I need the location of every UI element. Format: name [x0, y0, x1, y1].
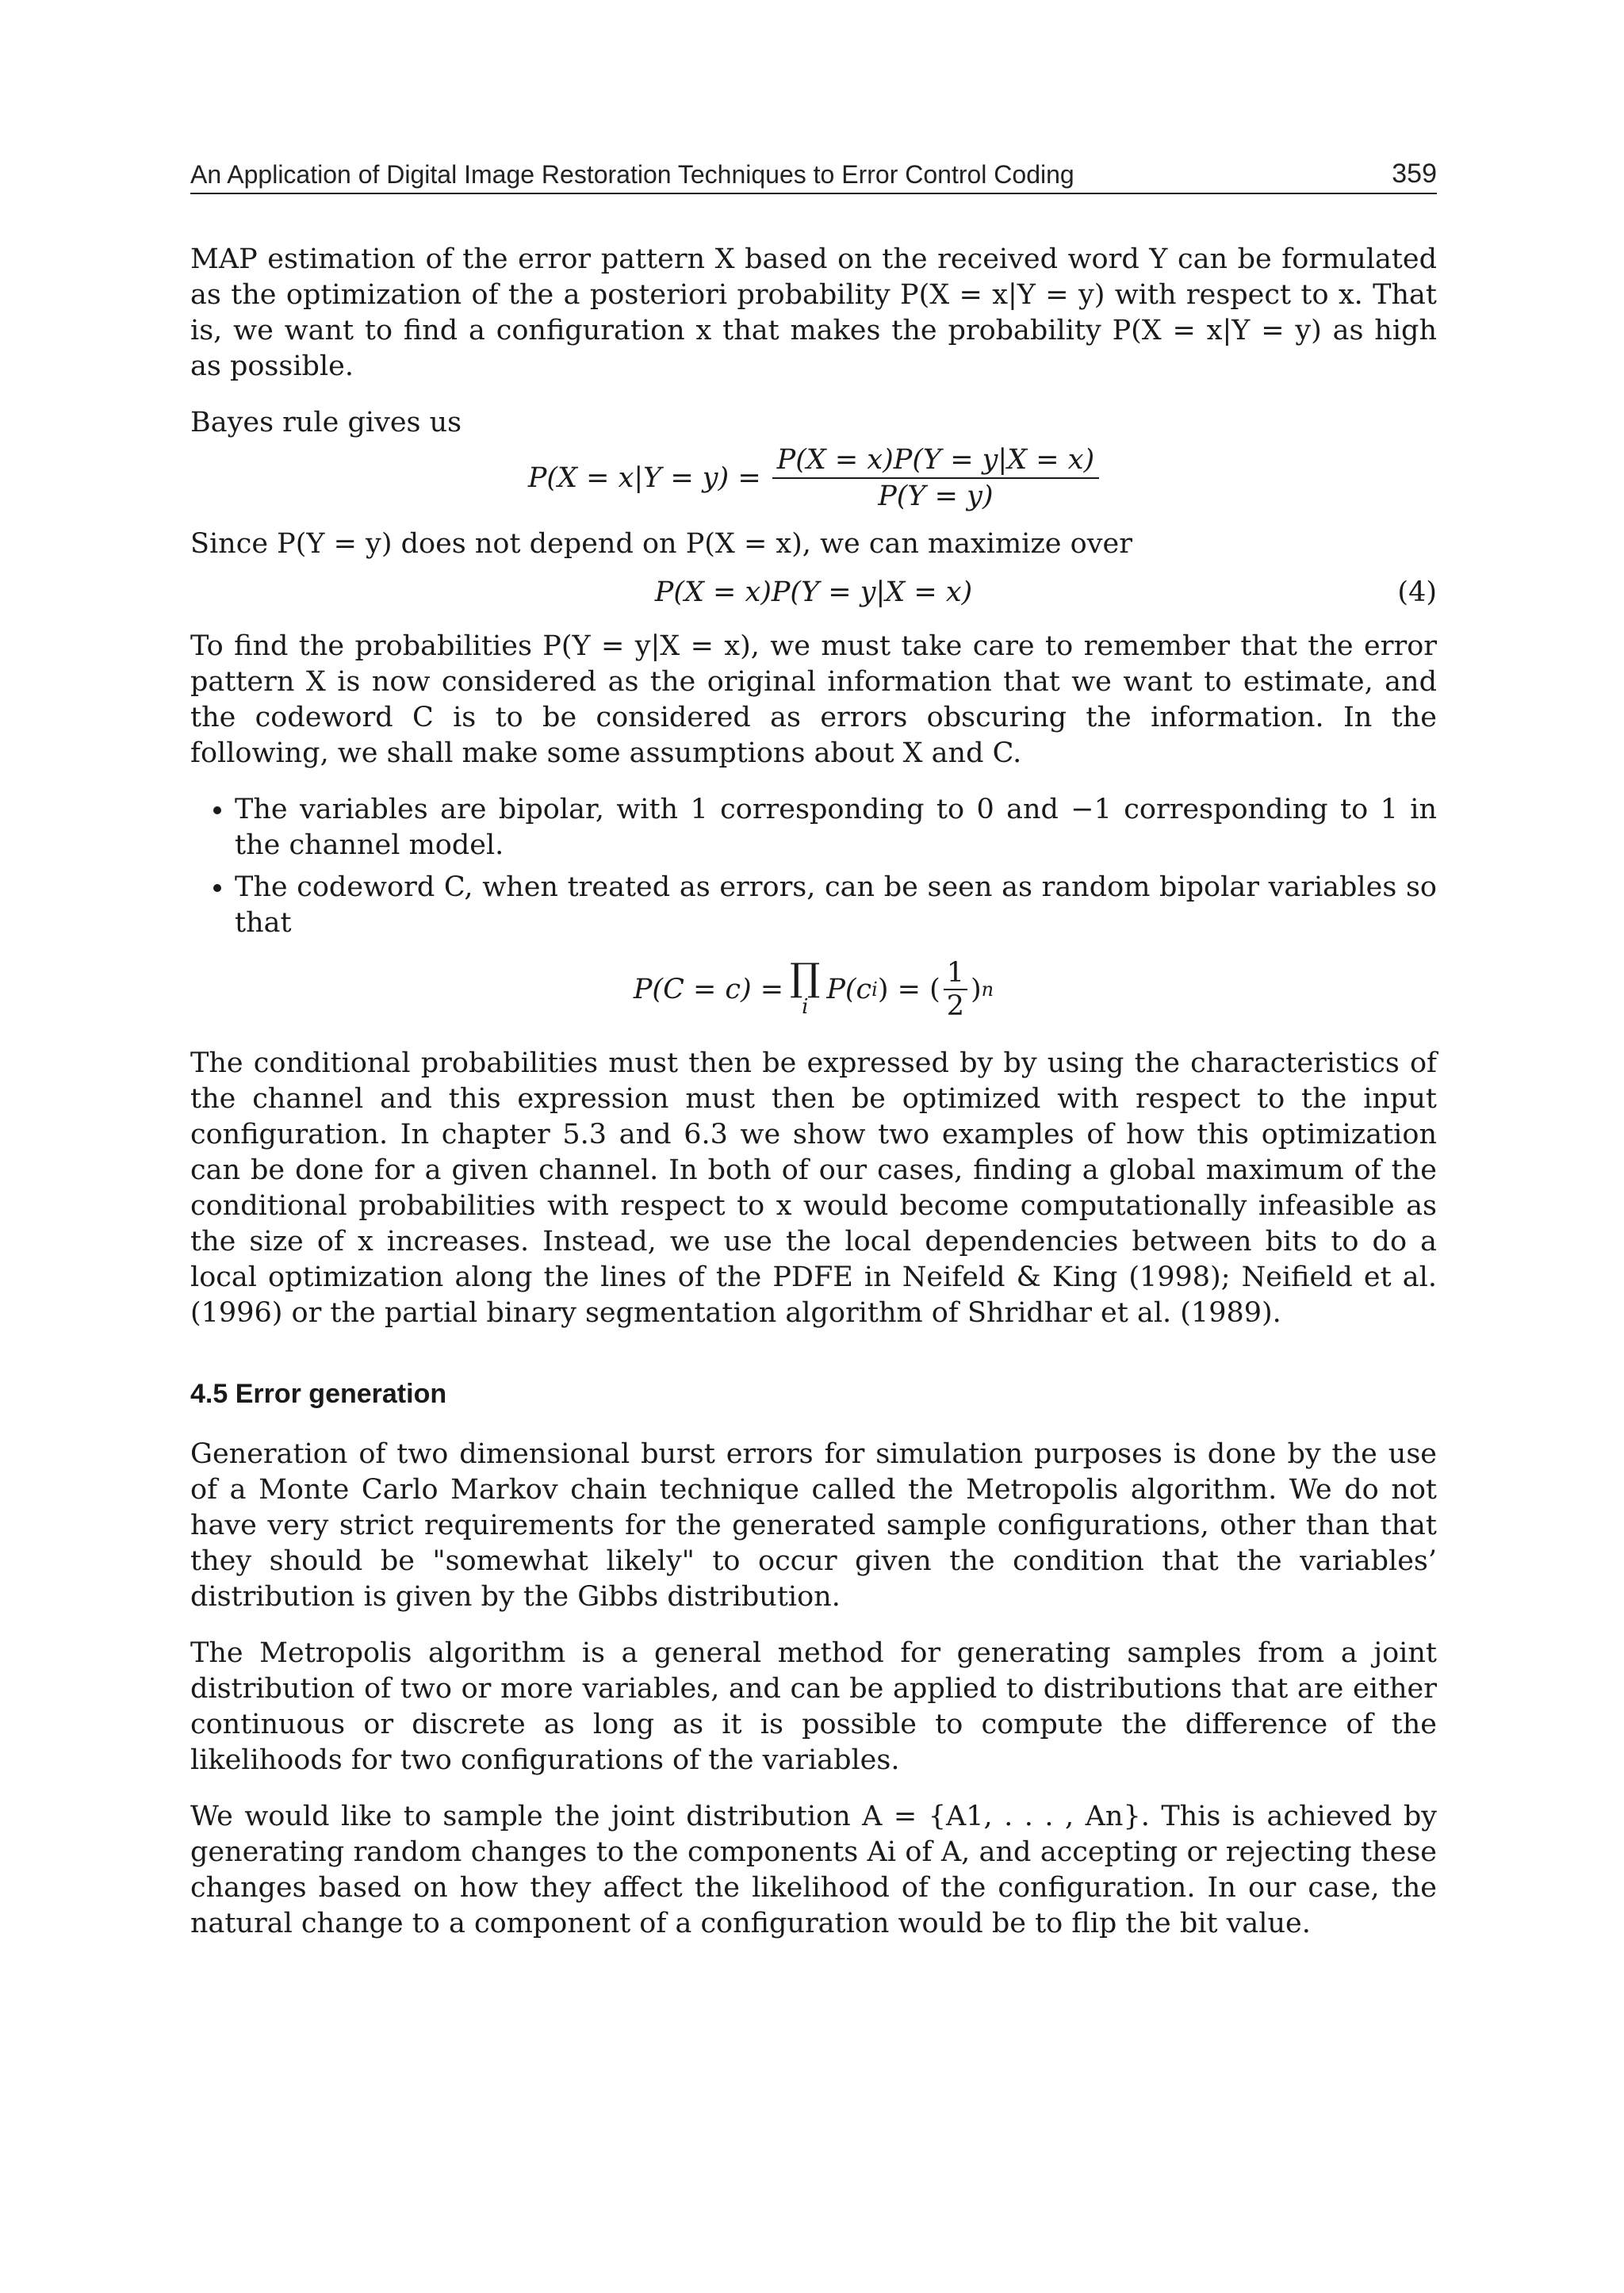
equation-4	[190, 576, 1437, 608]
list-item: • The codeword C, when treated as errors, can be seen as random bipolar variables so that	[235, 870, 1437, 941]
equation-bayes-fraction	[772, 444, 1099, 512]
paragraph-metropolis: The Metropolis algorithm is a general method for generating samples from a joint distribution of two or more variables, and can be applied to distributions that are either continuous or discrete as long as it is possible to compute the difference of the likelihoods for two configurations of the variables.	[190, 1637, 1437, 1776]
section-heading: 4.5 Error generation	[190, 1379, 447, 1409]
equation-bayes-denominator: P(Y = y)	[878, 480, 994, 512]
equation-4-body: P(X = x)P(Y = y|X = x)	[654, 576, 973, 608]
eq3-exponent: n	[981, 978, 994, 1001]
eq3-half-fraction	[944, 957, 967, 1022]
equation-codeword-probability	[190, 957, 1437, 1022]
equation-bayes	[190, 444, 1437, 512]
paragraph-map-estimation: MAP estimation of the error pattern X based on the received word Y can be formulated as the optimization of the a posteriori probability P(X = x|Y = y) with respect to x. That is, we want to find a configuration x that makes the probability P(X = x|Y = y) as high as possible.	[190, 243, 1437, 382]
running-title: An Application of Digital Image Restoration Techniques to Error Control Coding	[190, 160, 1074, 189]
list-item: • The variables are bipolar, with 1 corresponding to 0 and −1 corresponding to 1 in the channel model.	[235, 792, 1437, 863]
eq3-half-denominator: 2	[946, 990, 965, 1022]
assumption-list	[190, 792, 1437, 941]
page-number: 359	[1392, 159, 1437, 189]
paragraph-probabilities: To find the probabilities P(Y = y|X = x), we must take care to remember that the error pattern X is now considered as the original information that we want to estimate, and the codeword C is to be considered as errors obscuring the information. In the following, we shall make some assumptions about X and C.	[190, 630, 1437, 769]
eq3-lhs: P(C = c) =	[633, 974, 784, 1005]
eq3-half-numerator: 1	[944, 957, 967, 990]
eq3-term: P(c	[826, 974, 872, 1005]
product-index: i	[802, 995, 809, 1019]
paragraph-bayes-intro: Bayes rule gives us	[190, 407, 462, 438]
eq3-term-close: ) = (	[877, 974, 940, 1005]
paragraph-conditional: The conditional probabilities must then be expressed by by using the characteristics of the channel and this expression must then be optimized with respect to the input configuration. In chapter 5.3 and 6.3 we show two examples of how this optimization can be done for a given channel. In both of our cases, finding a global maximum of the conditional probabilities with respect to x would become computationally infeasible as the size of x increases. Instead, we use the local dependencies between bits to do a local optimization along the lines of the PDFE in Neifeld & King (1998); Neifield et al. (1996) or the partial binary segmentation algorithm of Shridhar et al. (1989).	[190, 1047, 1437, 1329]
paragraph-generation: Generation of two dimensional burst errors for simulation purposes is done by the use of a Monte Carlo Markov chain technique called the Metropolis algorithm. We do not have very strict requirements for the generated sample configurations, other than that they should be "somewhat likely" to occur given the condition that the variables’ distribution is given by the Gibbs distribution.	[190, 1438, 1437, 1613]
eq3-term-sub: i	[871, 978, 878, 1001]
paragraph-since: Since P(Y = y) does not depend on P(X = x), we can maximize over	[190, 528, 1132, 560]
eq3-close: )	[971, 974, 982, 1005]
product-symbol: ∏	[790, 955, 821, 1000]
equation-4-number: (4)	[1397, 576, 1437, 608]
equation-bayes-numerator: P(X = x)P(Y = y|X = x)	[772, 444, 1099, 479]
product-operator	[790, 955, 821, 1019]
document-page	[190, 159, 1437, 1962]
equation-bayes-lhs: P(X = x|Y = y) =	[527, 462, 761, 494]
running-header	[190, 159, 1437, 194]
paragraph-sampling: We would like to sample the joint distribution A = {A1, . . . , An}. This is achieved by generating random changes to the components Ai of A, and accepting or rejecting these changes based on how they affect the likelihood of the configuration. In our case, the natural change to a component of a configuration would be to flip the bit value.	[190, 1801, 1437, 1939]
